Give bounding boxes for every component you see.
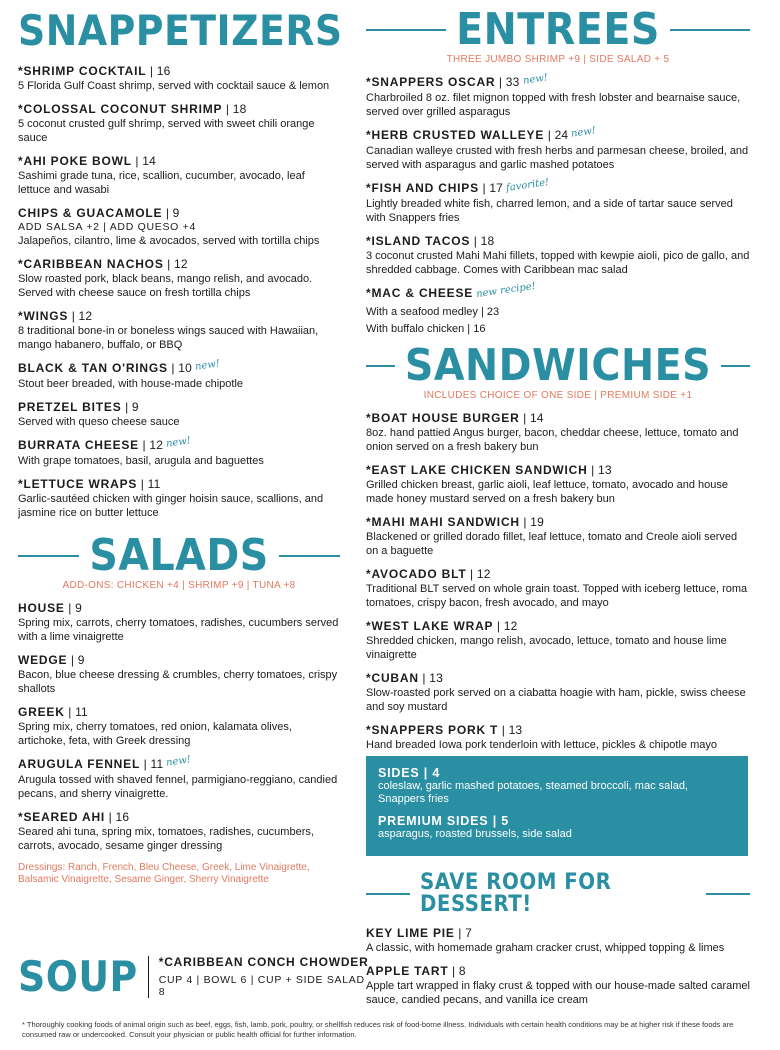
mac-option: With buffalo chicken | 16 [366, 323, 486, 335]
menu-item-name [366, 463, 750, 478]
dessert-heading: SAVE ROOM FOR DESSERT! [420, 870, 612, 917]
menu-item-name [18, 358, 340, 377]
item-title: CARIBBEAN NACHOS [23, 257, 164, 271]
menu-item-description: Charbroiled 8 oz. filet mignon topped with fresh lobster and bearnaise sauce, served over grilled asparagus [366, 92, 741, 118]
item-price-sep: | [544, 128, 555, 142]
item-price: 12 [503, 619, 518, 633]
soup-prices: CUP 4 | BOWL 6 | CUP + SIDE SALAD 8 [158, 974, 365, 998]
new-badge: new! [570, 125, 597, 140]
entrees-heading: ENTREES [456, 4, 660, 55]
asterisk-mark: * [366, 234, 372, 248]
sides-description: coleslaw, garlic mashed potatoes, steamed broccoli, mac salad, Snappers fries [378, 780, 688, 805]
right-column [366, 0, 750, 761]
item-title: APPLE TART [366, 964, 449, 978]
item-price: 13 [508, 723, 523, 737]
divider [18, 555, 79, 557]
menu-item-name [18, 64, 340, 79]
item-title: FISH AND CHIPS [371, 181, 479, 195]
soup-item [159, 955, 369, 998]
item-price-sep: | [418, 671, 430, 685]
asterisk-mark: * [18, 810, 24, 824]
menu-item [366, 125, 750, 172]
menu-item-description: Lightly breaded white fish, charred lemon, and a side of tartar sauce served with Snappers fries [366, 198, 733, 224]
item-price-sep: | [67, 653, 78, 667]
menu-item-name [366, 723, 750, 738]
item-title: SNAPPERS PORK T [371, 723, 499, 737]
menu-item-name [366, 125, 750, 144]
item-title: SEARED AHI [23, 810, 106, 824]
menu-item [366, 567, 750, 610]
menu-item-description: Spring mix, cherry tomatoes, red onion, kalamata olives, artichoke, feta, with Greek dressing [18, 721, 292, 747]
dressings-note: Dressings: Ranch, French, Bleu Cheese, Greek, Lime Vinaigrette, Balsamic Vinaigrette, Sesame Ginger, Sherry Vinaigrette [18, 862, 310, 885]
new-badge: new! [521, 72, 549, 87]
sides-box [366, 756, 748, 856]
item-price-sep: | [478, 181, 490, 195]
entrees-addons: THREE JUMBO SHRIMP +9 | SIDE SALAD + 5 [446, 54, 670, 65]
asterisk-mark: * [366, 181, 372, 195]
asterisk-mark: * [366, 567, 372, 581]
snappetizers-heading: SNAPPETIZERS [18, 6, 343, 55]
item-title: ISLAND TACOS [371, 234, 471, 248]
asterisk-mark: * [158, 955, 165, 969]
menu-item [18, 154, 340, 197]
item-price-sep: | [454, 926, 466, 940]
item-price-sep: | [466, 567, 477, 581]
sandwiches-addons: INCLUDES CHOICE OF ONE SIDE | PREMIUM SIDE +1 [423, 390, 693, 401]
menu-item-description: Hand breaded Iowa pork tenderloin with lettuce, pickles & chipotle mayo [366, 739, 717, 751]
item-title: MAC & CHEESE [371, 286, 474, 300]
item-price-sep: | [140, 757, 151, 771]
item-price: 18 [232, 102, 247, 116]
item-price-sep: | [146, 64, 157, 78]
menu-item [18, 102, 340, 145]
entrees-heading-row [366, 4, 750, 55]
item-price: 11 [75, 705, 88, 719]
menu-item-name [366, 280, 750, 302]
sides-price: 4 [432, 766, 441, 780]
sandwiches-heading-row [366, 340, 750, 391]
soup-name: CARIBBEAN CONCH CHOWDER [164, 955, 369, 969]
item-price-sep: | [162, 206, 173, 220]
menu-item-description: Slow roasted pork, black beans, mango relish, and avocado. Served with cheese sauce on fresh tortilla chips [18, 273, 313, 299]
item-title: SNAPPERS OSCAR [371, 75, 496, 89]
item-price: 11 [147, 477, 161, 491]
mac-option: With a seafood medley | 23 [366, 306, 500, 318]
asterisk-mark: * [366, 619, 372, 633]
menu-item-name [18, 206, 340, 221]
item-price-sep: | [495, 75, 506, 89]
menu-item-description: 3 coconut crusted Mahi Mahi fillets, topped with kewpie aioli, pico de gallo, and shredded cabbage. Comes with Caribbean mac salad [366, 250, 750, 276]
item-title: PRETZEL BITES [18, 400, 122, 414]
item-price: 33 [505, 75, 520, 89]
item-title: LETTUCE WRAPS [23, 477, 138, 491]
menu-item-description: 8oz. hand pattied Angus burger, bacon, cheddar cheese, lettuce, tomato and onion served on a fresh bakery bun [366, 427, 739, 453]
menu-item-name [366, 619, 750, 634]
menu-item [366, 964, 750, 1007]
menu-item [18, 309, 340, 352]
asterisk-mark: * [366, 515, 372, 529]
menu-item-name [366, 567, 750, 582]
premium-sides-price: 5 [501, 814, 510, 828]
premium-sides-label: PREMIUM SIDES [378, 814, 489, 828]
asterisk-mark: * [366, 411, 372, 425]
sides-heading: SIDES | 4 [378, 766, 441, 780]
menu-item-description: Garlic-sautéed chicken with ginger hoisin sauce, scallions, and jasmine rice on butter lettuce [18, 493, 324, 519]
menu-item-name [18, 435, 340, 454]
item-price: 12 [149, 438, 164, 452]
snappetizers-list [18, 64, 340, 520]
item-price-sep: | [519, 515, 531, 529]
asterisk-mark: * [18, 154, 24, 168]
menu-item [18, 754, 340, 801]
menu-item [18, 435, 340, 468]
menu-item [366, 280, 750, 302]
menu-item [18, 653, 340, 696]
menu-item [18, 64, 340, 93]
divider [366, 893, 410, 895]
new-badge: new! [165, 435, 192, 450]
menu-item [18, 601, 340, 644]
item-price: 12 [78, 309, 93, 323]
item-price: 9 [75, 601, 82, 615]
menu-item-name [366, 926, 750, 941]
item-price: 12 [174, 257, 188, 271]
menu-item [18, 705, 340, 748]
menu-item-name [18, 477, 340, 492]
menu-item [366, 411, 750, 454]
item-price-sep: | [138, 438, 150, 452]
item-title: BURRATA CHEESE [18, 438, 139, 452]
salads-list [18, 601, 340, 853]
menu-item-name [366, 515, 750, 530]
new-badge: favorite! [505, 177, 550, 194]
item-title: KEY LIME PIE [366, 926, 455, 940]
salads-addons: ADD-ONS: CHICKEN +4 | SHRIMP +9 | TUNA +8 [62, 580, 296, 591]
item-price: 9 [172, 206, 180, 220]
item-title: AHI POKE BOWL [23, 154, 132, 168]
menu-item-description: Canadian walleye crusted with fresh herbs and parmesan cheese, broiled, and served with asparagus and garlic mashed potatoes [366, 145, 749, 171]
item-title: SHRIMP COCKTAIL [23, 64, 147, 78]
item-price-sep: | [167, 361, 179, 375]
sandwiches-list [366, 411, 750, 752]
divider [670, 29, 750, 31]
item-title: CHIPS & GUACAMOLE [18, 206, 163, 220]
new-badge: new recipe! [475, 280, 537, 301]
item-price: 13 [598, 463, 612, 477]
menu-item [366, 177, 750, 225]
item-price: 11 [150, 757, 164, 771]
menu-item [18, 810, 340, 853]
item-title: AVOCADO BLT [371, 567, 467, 581]
item-price: 9 [131, 400, 139, 414]
item-title: BOAT HOUSE BURGER [371, 411, 520, 425]
item-price: 16 [156, 64, 171, 78]
item-price: 12 [476, 567, 491, 581]
menu-item-description: Blackened or grilled dorado fillet, leaf lettuce, tomato and Creole aioli served on a baguette [366, 531, 738, 557]
menu-item-name [18, 754, 340, 773]
menu-item-description: Sashimi grade tuna, rice, scallion, cucumber, avocado, leaf lettuce and wasabi [18, 170, 305, 196]
menu-item-name [18, 309, 340, 324]
item-price: 10 [178, 361, 192, 375]
sandwiches-heading: SANDWICHES [404, 340, 712, 391]
menu-item [18, 206, 340, 248]
item-title: ARUGULA FENNEL [18, 757, 141, 771]
item-price: 14 [529, 411, 544, 425]
menu-item [18, 400, 340, 429]
menu-item [366, 723, 750, 752]
menu-item-description: 8 traditional bone-in or boneless wings sauced with Hawaiian, mango habanero, buffalo, or BBQ [18, 325, 319, 351]
menu-item-name [18, 601, 340, 616]
menu-item-description: 5 Florida Gulf Coast shrimp, served with cocktail sauce & lemon [18, 80, 330, 92]
asterisk-mark: * [18, 102, 24, 116]
item-price-sep: | [68, 309, 79, 323]
menu-item-description: Arugula tossed with shaved fennel, parmigiano-reggiano, candied pecans, and sherry vinaigrette. [18, 774, 338, 800]
menu-item-description: Shredded chicken, mango relish, avocado, lettuce, tomato and house lime vinaigrette [366, 635, 727, 661]
divider [366, 365, 395, 367]
menu-item-name [366, 411, 750, 426]
premium-sides-description: asparagus, roasted brussels, side salad [378, 828, 572, 840]
item-price-sep: | [137, 477, 148, 491]
menu-item-description: A classic, with homemade graham cracker crust, whipped topping & limes [366, 942, 725, 954]
sides-label: SIDES [378, 766, 420, 780]
item-price: 19 [530, 515, 545, 529]
item-title: WEDGE [18, 653, 68, 667]
divider [721, 365, 750, 367]
item-price-sep: | [498, 723, 509, 737]
menu-item [366, 463, 750, 506]
menu-item [366, 72, 750, 119]
item-price: 18 [480, 234, 495, 248]
asterisk-mark: * [366, 671, 372, 685]
soup-item-name [159, 955, 369, 970]
new-badge: new! [194, 358, 221, 373]
asterisk-mark: * [366, 75, 372, 89]
divider [366, 29, 446, 31]
menu-item-name [18, 102, 340, 117]
menu-item-description: Stout beer breaded, with house-made chipotle [18, 378, 244, 390]
entrees-list [366, 72, 750, 302]
new-badge: new! [165, 754, 192, 769]
item-price-sep: | [163, 257, 175, 271]
menu-item-name [18, 257, 340, 272]
item-title: MAHI MAHI SANDWICH [371, 515, 520, 529]
menu-item-name [18, 154, 340, 169]
asterisk-mark: * [366, 128, 372, 142]
item-price-sep: | [519, 411, 530, 425]
menu-item-description: Grilled chicken breast, garlic aioli, leaf lettuce, tomato, avocado and house made honey mustard served on a fresh bakery bun [366, 479, 728, 505]
menu-item-name [18, 400, 340, 415]
dessert-heading-row [366, 872, 750, 916]
item-title: HOUSE [18, 601, 65, 615]
menu-item-description: Spring mix, carrots, cherry tomatoes, radishes, cucumbers served with a lime vinaigrette [18, 617, 339, 643]
asterisk-mark: * [18, 257, 24, 271]
item-price-sep: | [587, 463, 599, 477]
footnote: * Thoroughly cooking foods of animal origin such as beef, eggs, fish, lamb, pork, poultry, or shellfish reduces risk of food-borne illness. Individuals with certain health conditions may be at higher risk if these foods are consumed raw or undercooked. Consult your physician or public health official for further information. [22, 1020, 734, 1039]
menu-item [366, 671, 750, 714]
menu-item-description: Slow-roasted pork served on a ciabatta hoagie with ham, pickle, swiss cheese and soy mustard [366, 687, 746, 713]
menu-item-description: Seared ahi tuna, spring mix, tomatoes, radishes, cucumbers, carrots, avocado, sesame ginger dressing [18, 826, 314, 852]
menu-item-description: Bacon, blue cheese dressing & crumbles, cherry tomatoes, crispy shallots [18, 669, 338, 695]
item-price-sep: | [222, 102, 233, 116]
menu-item-name [366, 72, 750, 91]
item-price-sep: | [64, 601, 76, 615]
item-title: CUBAN [371, 671, 419, 685]
item-price-sep: | [448, 964, 459, 978]
menu-item [18, 477, 340, 520]
item-price: 8 [458, 964, 466, 978]
item-title: BLACK & TAN O'RINGS [18, 361, 168, 375]
menu-item-description: Apple tart wrapped in flaky crust & topped with our house-made salted caramel sauce, candied pecans, and vanilla ice cream [366, 980, 750, 1006]
divider [279, 555, 340, 557]
menu-item-name [366, 234, 750, 249]
menu-item [366, 619, 750, 662]
item-price: 9 [77, 653, 85, 667]
menu-item-name [18, 653, 340, 668]
item-price: 13 [429, 671, 443, 685]
item-title: HERB CRUSTED WALLEYE [371, 128, 545, 142]
menu-item-description: 5 coconut crusted gulf shrimp, served with sweet chili orange sauce [18, 118, 315, 144]
item-price-sep: | [131, 154, 143, 168]
asterisk-mark: * [18, 64, 24, 78]
dessert-list [366, 926, 750, 1007]
item-title: WINGS [23, 309, 69, 323]
item-price: 17 [489, 181, 504, 195]
menu-item [18, 257, 340, 300]
menu-item-description: Jalapeños, cilantro, lime & avocados, served with tortilla chips [18, 235, 320, 247]
menu-item [366, 926, 750, 955]
menu-item [366, 515, 750, 558]
item-title: GREEK [18, 705, 65, 719]
asterisk-mark: * [18, 477, 24, 491]
item-price: 14 [142, 154, 157, 168]
asterisk-mark: * [18, 309, 24, 323]
asterisk-mark: * [366, 286, 372, 300]
item-title: EAST LAKE CHICKEN SANDWICH [371, 463, 588, 477]
menu-item [18, 358, 340, 391]
menu-item-name [366, 964, 750, 979]
menu-item [366, 234, 750, 277]
item-price: 16 [115, 810, 130, 824]
asterisk-mark: * [366, 723, 372, 737]
item-title: COLOSSAL COCONUT SHRIMP [23, 102, 223, 116]
divider [706, 893, 750, 895]
menu-item-description: Traditional BLT served on whole grain toast. Topped with iceberg lettuce, roma tomatoes, crispy bacon, fresh avocado, and mayo [366, 583, 748, 609]
item-price-sep: | [493, 619, 504, 633]
item-price: 7 [465, 926, 472, 940]
soup-heading: SOUP [18, 956, 149, 998]
menu-item-addons: ADD SALSA +2 | ADD QUESO +4 [18, 221, 197, 233]
menu-item-description: Served with queso cheese sauce [18, 416, 180, 428]
item-price-sep: | [64, 705, 76, 719]
item-price-sep: | [121, 400, 132, 414]
menu-item-name [366, 671, 750, 686]
item-price: 24 [554, 128, 569, 142]
salads-heading-row [18, 530, 340, 581]
soup-section [18, 951, 369, 1001]
premium-sides-heading: PREMIUM SIDES | 5 [378, 814, 510, 828]
left-column [18, 0, 343, 886]
item-price-sep: | [105, 810, 116, 824]
asterisk-mark: * [366, 463, 372, 477]
mac-options [366, 305, 750, 336]
item-price-sep: | [470, 234, 481, 248]
menu-item-name [366, 177, 750, 197]
item-title: WEST LAKE WRAP [371, 619, 494, 633]
salads-heading: SALADS [89, 530, 269, 581]
menu-item-name [18, 810, 340, 825]
menu-item-description: With grape tomatoes, basil, arugula and baguettes [18, 455, 264, 467]
menu-item-name [18, 705, 340, 720]
dessert-section [366, 872, 750, 1016]
